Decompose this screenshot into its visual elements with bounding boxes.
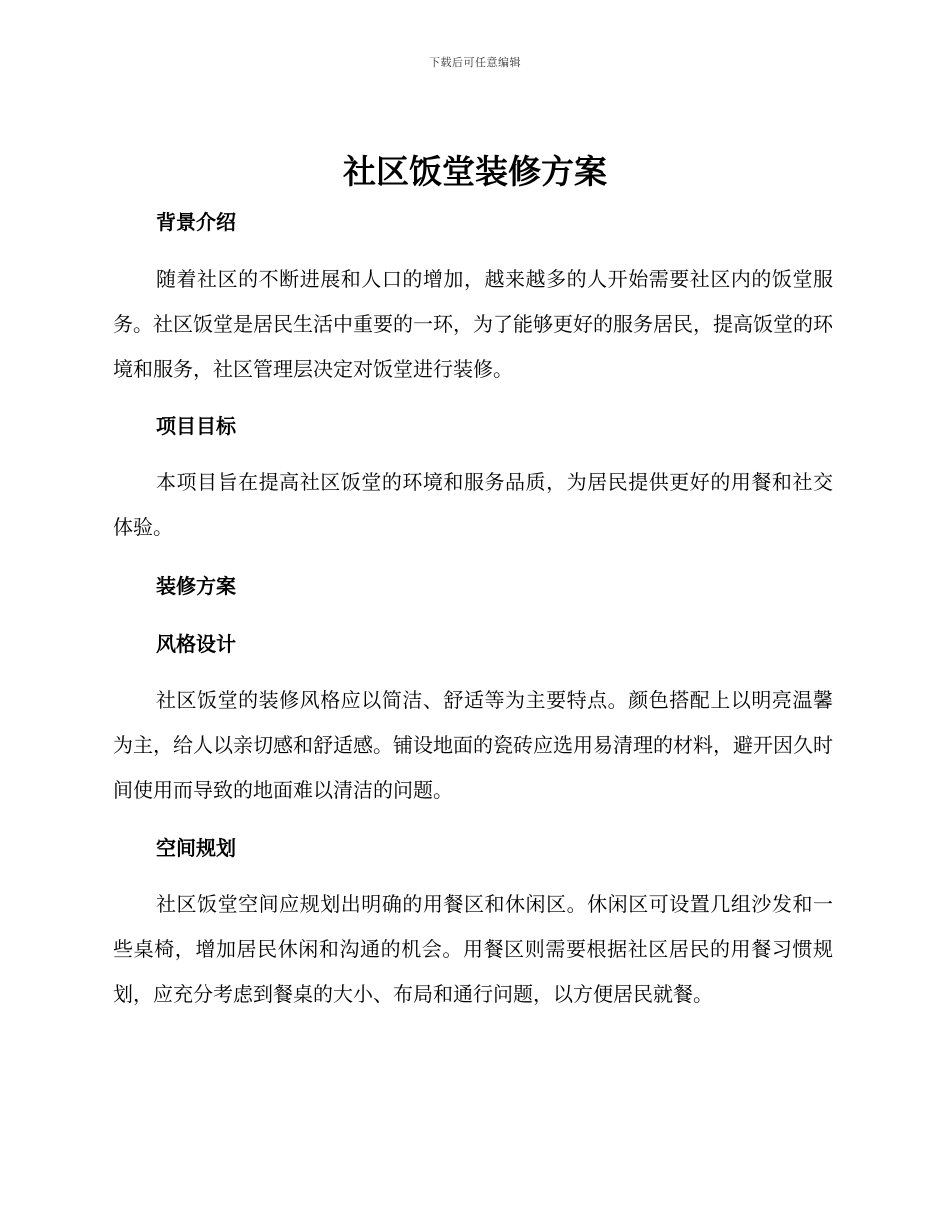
section-body-space: 社区饭堂空间应规划出明确的用餐区和休闲区。休闲区可设置几组沙发和一些桌椅，增加居民休闲和沟通的机会。用餐区则需要根据社区居民的用餐习惯规划，应充分考虑到餐桌的大小、布局和通行问题，以方便居民就餐。 bbox=[113, 892, 833, 1006]
section-heading-background: 背景介绍 bbox=[156, 210, 236, 234]
section-body-goal: 本项目旨在提高社区饭堂的环境和服务品质，为居民提供更好的用餐和社交体验。 bbox=[113, 470, 833, 539]
section-body-background: 随着社区的不断进展和人口的增加，越来越多的人开始需要社区内的饭堂服务。社区饭堂是居民生活中重要的一环，为了能够更好的服务居民，提高饭堂的环境和服务，社区管理层决定对饭堂进行装修。 bbox=[113, 267, 833, 381]
section-body-style: 社区饭堂的装修风格应以简洁、舒适等为主要特点。颜色搭配上以明亮温馨为主，给人以亲切感和舒适感。铺设地面的瓷砖应选用易清理的材料，避开因久时间使用而导致的地面难以清洁的问题。 bbox=[113, 688, 833, 802]
section-heading-goal: 项目目标 bbox=[156, 414, 236, 438]
section-heading-style: 风格设计 bbox=[156, 632, 236, 656]
section-heading-space: 空间规划 bbox=[156, 836, 236, 860]
header-note: 下载后可任意编辑 bbox=[429, 56, 521, 69]
document-title: 社区饭堂装修方案 bbox=[343, 152, 607, 191]
section-heading-plan: 装修方案 bbox=[156, 574, 236, 598]
